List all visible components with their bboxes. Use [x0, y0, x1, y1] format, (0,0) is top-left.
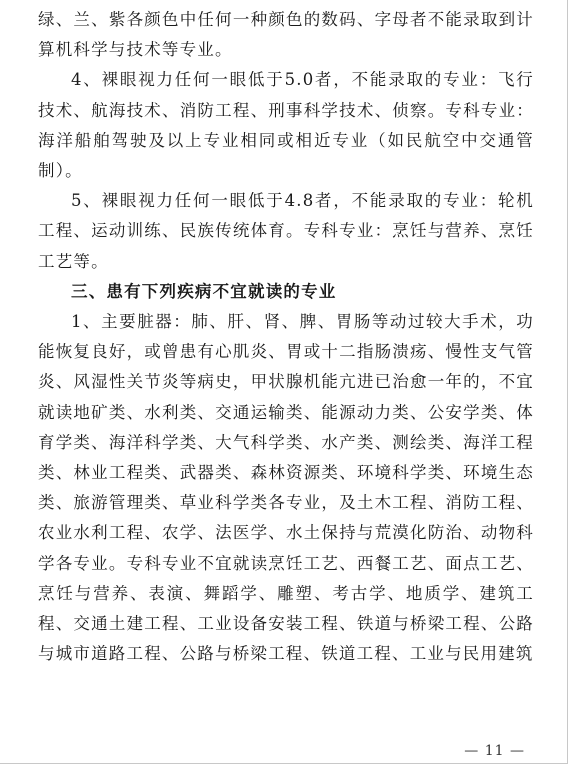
paragraph-item-4: 4、裸眼视力任何一眼低于5.0者，不能录取的专业：飞行技术、航海技术、消防工程、刑事科学技术、侦察。专科专业：海洋船舶驾驶及以上专业相同或相近专业（如民航空中交通管制）。 — [38, 70, 534, 181]
document-body — [38, 5, 534, 669]
page-number: — 11 — — [464, 743, 525, 759]
paragraph-continuation: 绿、兰、紫各颜色中任何一种颜色的数码、字母者不能录取到计算机科学与技术等专业。 — [38, 10, 534, 60]
paragraph-item-1: 1、主要脏器：肺、肝、肾、脾、胃肠等动过较大手术，功能恢复良好，或曾患有心肌炎、胃或十二指肠溃疡、慢性支气管炎、风湿性关节炎等病史，甲状腺机能亢进已治愈一年的，不宜就读地矿类、水利类、交通运输类、能源动力类、公安学类、体育学类、海洋科学类、大气科学类、水产类、测绘类、海洋工程类、林业工程类、武器类、森林资源类、环境科学类、环境生态类、旅游管理类、草业科学类各专业，及土木工程、消防工程、农业水利工程、农学、法医学、水土保持与荒漠化防治、动物科学各专业。专科专业不宜就读烹饪工艺、西餐工艺、面点工艺、烹饪与营养、表演、舞蹈学、雕塑、考古学、地质学、建筑工程、交通土建工程、工业设备安装工程、铁道与桥梁工程、公路与城市道路工程、公路与桥梁工程、铁道工程、工业与民用建筑 — [38, 312, 534, 664]
paragraph-item-5: 5、裸眼视力任何一眼低于4.8者，不能录取的专业：轮机工程、运动训练、民族传统体育。专科专业：烹饪与营养、烹饪工艺等。 — [38, 191, 534, 271]
section-heading: 三、患有下列疾病不宜就读的专业 — [71, 281, 337, 301]
